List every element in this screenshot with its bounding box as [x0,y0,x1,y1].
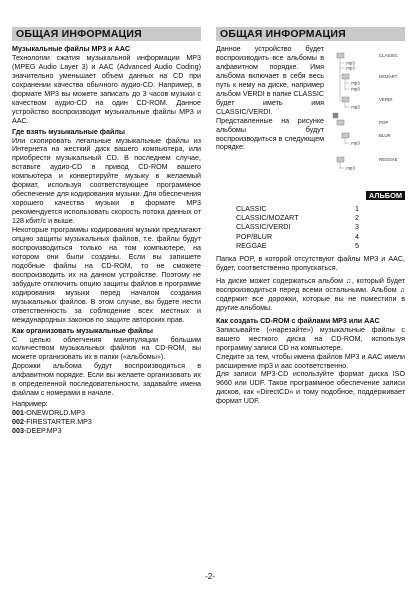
track-item: 003-DEEP.MP3 [12,427,62,436]
right-column [216,27,405,406]
paragraph-pop-skipped: Папка POP, в которой отсутствуют файлы MP3 и AAC, будет, соответственно пропускаться. [216,255,405,272]
svg-text:.mp3: .mp3 [345,165,355,171]
paragraph-burn: Записывайте («нарезайте») музыкальные файлы с вашего жесткого диска на CD-ROM, используя программу записи CD на компьютере. [216,325,405,352]
page-number: -2- [205,572,215,581]
svg-text:MOZART: MOZART [379,74,398,79]
svg-text:.mp3: .mp3 [350,80,360,86]
heading-organize: Как организовать музыкальные файлы [12,326,154,335]
paragraph-extensions: Следите за тем, чтобы имена файлов MP3 и AAC имели расширение mp3 и aac соответственно. [216,352,405,370]
svg-text:REGGAE: REGGAE [379,157,398,162]
track-item: 002-FIRESTARTER.MP3 [12,418,92,427]
paragraph-disc-format: Для записи MP3-CD используйте формат диска ISO 9660 или UDF. Такое программное обеспечение записи дисков, как «DirectCD» и тому подобное, поддерживает формат UDF. [216,370,405,406]
paragraph-root-album: На диске может содержаться альбом ♫, который будет воспроизводиться перед всеми остальными. Альбом ♫ содержит все дорожки, которые вы не поместили в другие альбомы. [216,276,405,312]
svg-text:.mp3: .mp3 [350,140,360,146]
folder-tree-diagram [331,45,405,180]
track-list [12,409,201,436]
section-header: ОБЩАЯ ИНФОРМАЦИЯ [12,27,201,41]
album-row: POP/BLUR 4 [236,232,359,241]
album-table [216,185,405,251]
paragraph-organize-2: Дорожки альбома будут воспроизводиться в алфавитном порядке. Если вы желаете организовать их в определенной последовательности, задавайте имена файлам с номерами в начале. [12,362,201,398]
svg-text:POP: POP [379,120,389,125]
svg-text:.mp3: .mp3 [350,104,360,110]
paragraph-where-to-get-1: Или скопировать легальные музыкальные файлы из Интернета на жесткий диск вашего компьютера, или приобрести музыкальный CD. В последнем случае, вставьте аудио-CD в привод CD-ROM вашего компьютера и конвертируйте музыку в желаемый формат, используя соответствующее программное обеспечение для кодирования музыки. Для обеспечения хорошего качества музыки в формате MP3 рекомендуется использовать скорость потока данных от 128 кбит/с и выше. [12,136,201,226]
intro-block [216,45,405,181]
heading-create-cdrom: Как создать CD-ROM с файлами MP3 или AAC [216,316,380,325]
example-label: Например: [12,400,48,409]
paragraph-organize-1: С целью облегчения манипуляции большим количеством музыкальных файлов на CD-ROM, вы можете организовать их в папки («альбомы»). [12,335,201,362]
heading-where-to-get: Где взять музыкальные файлы [12,127,126,136]
album-row: REGGAE 5 [236,241,359,250]
svg-text:.mp3: .mp3 [345,60,355,66]
svg-text:.mp3: .mp3 [350,86,360,92]
paragraph-album-order: Данное устройство будет воспроизводить все альбомы в алфавитном порядке. Имя альбома включает в себя весь путь к нему на диске, например альбом VERDI в папке CLASSIC будет иметь имя CLASSIC/VERDI. Представленные на рисунке альбомы будут воспроизводиться в следующем порядке: [216,45,324,152]
section-header: ОБЩАЯ ИНФОРМАЦИЯ [216,27,405,41]
track-item: 001-ONEWORLD.MP3 [12,409,86,418]
left-column [12,27,201,436]
svg-text:CLASSIC: CLASSIC [379,53,398,58]
album-row: CLASSIC/MOZART 2 [236,214,359,223]
svg-text:.mp3: .mp3 [345,65,355,71]
svg-text:VERDI: VERDI [379,97,393,102]
paragraph-compression: Технологии сжатия музыкальной информации MP3 (MPEG Audio Layer 3) и AAC (Advanced Audio Coding) значительно уменьшает объем данных на CD при сохранении качества обычного аудио-CD. Например, в формате MP3 вы можете записать до 3 часов музыки с качеством аудио-CD на один CD-ROM. Данное устройство воспроизводит музыкальные файлы MP3 и AAC. [12,53,201,125]
album-row: CLASSIC 1 [236,205,359,213]
album-table-header: АЛЬБОМ [216,185,405,203]
svg-text:BLUR: BLUR [379,133,391,138]
album-row: CLASSIC/VERDI 3 [236,223,359,232]
heading-music-files: Музыкальные файлы MP3 и AAC [12,45,131,53]
paragraph-where-to-get-2: Некоторые программы кодирования музыки предлагают опцию защиты музыкальных файлов, т.е. файлы будут воспроизводиться только на том компьютере, на котором они были созданы. Если вы запишете подобные файлы на CD-ROM, то не сможете воспроизводить их на данном устройстве. Поэтому не забудьте отключить опцию защиты файлов в программе кодирования музыки перед началом создания музыкальных файлов. В этом случае, вы будете нести ответственность за соблюдение всех местных и международных законов по защите авторских прав. [12,226,201,324]
